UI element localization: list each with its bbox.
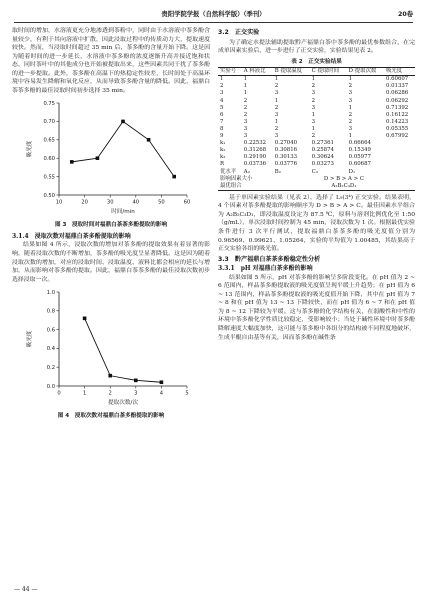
table-cell: k₁ xyxy=(220,140,226,147)
data-point xyxy=(172,175,176,179)
table-row xyxy=(218,133,415,140)
table-cell: k₂ xyxy=(220,147,226,154)
table-cell: 1 xyxy=(348,104,353,111)
table-summary-row xyxy=(218,183,415,191)
table-cell: 0.67992 xyxy=(385,133,409,140)
table-cell: 4 xyxy=(220,97,224,104)
table-cell: 3 xyxy=(348,97,353,104)
table-row xyxy=(218,154,415,161)
y-tick-label: 0.65 xyxy=(43,137,55,144)
figure-4-chart xyxy=(21,284,201,410)
table-cell: 0.30133 xyxy=(274,154,298,161)
volume-label: 20卷 xyxy=(397,11,413,18)
table-header-row xyxy=(218,68,415,76)
table-cell: 1 xyxy=(311,111,316,118)
table-cell: 1 xyxy=(274,76,279,83)
y-tick-label: 0.4 xyxy=(46,346,55,353)
table-cell: 1 xyxy=(311,125,316,132)
table-cell: 0.27040 xyxy=(274,140,298,147)
table-cell: k₃ xyxy=(220,154,226,161)
section-3-1-4-heading: 3.1.4 浸取次数对福鼎白茶多酚提取的影响 xyxy=(12,232,131,240)
left-paragraph-2: 结果如图 4 所示，浸取次数的增加对茶多酚的提取效果有着显著的影响，随着浸取次数的不断增加，茶多酚的吸光度呈显著降低。这是因为随着浸取次数的增加，对应的浸取时间、浸取温度、液料比都会相应的延长与增加，从而影响对茶多酚的提取。因此，福鼎白茶茶多酚的最佳浸取次数初步选择浸取一次。 xyxy=(12,242,210,283)
table-row xyxy=(218,161,415,168)
section-3-3-1-heading: 3.3.1 pH 对福鼎白茶多酚的影响 xyxy=(218,265,313,273)
x-tick-label: 2 xyxy=(108,390,112,397)
table-cell xyxy=(384,161,415,168)
figure-4-caption: 图 4 浸取次数对福鼎白茶多酚提取的影响 xyxy=(57,413,165,420)
table-cell: 0.05355 xyxy=(385,125,409,132)
table-cell: 1 xyxy=(274,97,279,104)
x-tick-label: 5 xyxy=(185,390,189,397)
y-tick-label: 0.8 xyxy=(46,308,55,315)
table-cell: 2 xyxy=(274,125,279,132)
table-cell: 0.60687 xyxy=(348,161,371,168)
table-cell: 2 xyxy=(220,83,224,90)
table-cell: 0.06286 xyxy=(385,90,409,97)
table-row xyxy=(218,147,415,154)
table-header-cell: A 料液比 xyxy=(243,68,266,75)
table-row xyxy=(218,83,415,90)
data-point xyxy=(134,379,138,383)
table-cell: 6 xyxy=(220,111,224,118)
x-tick-label: 3 xyxy=(134,390,138,397)
table-cell: 1 xyxy=(243,76,248,83)
section-3-2-heading: 3.2 正交实验 xyxy=(218,29,260,36)
table-cell: R xyxy=(220,161,225,168)
table-cell: 8 xyxy=(220,125,224,132)
x-tick-label: 20 xyxy=(81,199,88,206)
table-cell: A₂ xyxy=(243,168,250,175)
section-3-3-heading: 3.3 黔产福鼎白茶茶多酚稳定性分析 xyxy=(218,255,321,263)
table-body xyxy=(218,76,415,191)
y-tick-label: 0.70 xyxy=(43,119,55,126)
table-cell: 2 xyxy=(243,111,248,118)
table-cell: 3 xyxy=(348,125,353,132)
data-point xyxy=(160,381,164,385)
table-cell: 0.06292 xyxy=(385,97,409,104)
journal-title: 贵阳学院学报（自然科学版）（季刊） xyxy=(161,11,266,18)
table-cell: 0.71392 xyxy=(385,104,409,111)
y-tick-label: 0.6 xyxy=(46,327,55,334)
table-cell: 3 xyxy=(243,118,248,125)
table-cell: 3 xyxy=(311,118,316,125)
table-row xyxy=(218,140,415,147)
table-cell: 0.05977 xyxy=(348,154,371,161)
table-row xyxy=(218,112,415,119)
series-line xyxy=(85,319,162,383)
x-tick-label: 4 xyxy=(159,390,164,397)
right-paragraph-1: 为了确定水提法辅助提取黔产福鼎白茶中茶多酚的最优参数组合，在完成单因素实验后，进一步进行了正交实验，实验结果见表 2。 xyxy=(218,39,415,55)
table-summary-row xyxy=(218,176,415,183)
table-header-cell: D 提取次数 xyxy=(348,68,377,75)
table-row xyxy=(218,119,415,126)
table-cell: 3 xyxy=(348,90,353,97)
table-cell: 1 xyxy=(348,76,353,83)
table-cell: 3 xyxy=(311,104,316,111)
table-row xyxy=(218,169,415,176)
table-cell: 7 xyxy=(220,118,224,125)
right-paragraph-2: 基于单因素实验结果（见表 2），选择了 L₉(3⁴) 正交实验。结果表明，4 个因素对茶多酚提取的影响顺序为 D > B > A > C。最佳因素水平组合为 A₂B₂C₃D₁，即浸取温度设定为 87.5 ℃，原料与溶剂比例优化至 1:50（g/mL），单次浸取时间控制为 45 min，浸取次数为 1 次。根据最优实验条件进行 3 次平行测试，提取福鼎白茶茶多酚的吸光度值分别为 0.96569、0.99621、1.05264，实验的平均值为 1.00485，其结果高于正交实验各组的吸光值。 xyxy=(218,194,415,253)
table-row xyxy=(218,90,415,97)
table-cell: 2 xyxy=(243,97,248,104)
data-point xyxy=(70,160,74,164)
y-axis-label: 吸光度 xyxy=(27,330,33,348)
table-cell: 2 xyxy=(348,83,353,90)
table-cell: 优水平 xyxy=(220,168,237,175)
y-tick-label: 0.75 xyxy=(43,101,55,108)
table-cell: 2 xyxy=(274,104,279,111)
series-line xyxy=(72,122,174,177)
x-tick-label: 60 xyxy=(183,199,191,206)
header-rule xyxy=(14,22,413,23)
table-cell: 3 xyxy=(274,111,279,118)
table-cell: C₃ xyxy=(311,168,318,175)
x-tick-label: 40 xyxy=(132,199,140,206)
table-cell: D₁ xyxy=(348,168,356,175)
table-cell: 5 xyxy=(220,104,224,111)
y-tick-label: 0.60 xyxy=(43,156,55,163)
table-cell xyxy=(384,154,415,161)
table-cell: 1 xyxy=(274,118,279,125)
x-tick-label: 30 xyxy=(106,199,114,206)
data-point xyxy=(83,317,87,321)
table-row xyxy=(218,105,415,112)
data-point xyxy=(147,138,151,142)
table-cell: 9 xyxy=(220,133,224,140)
table-cell: 2 xyxy=(274,83,279,90)
y-tick-label: 0.55 xyxy=(43,174,55,181)
x-tick-label: 50 xyxy=(158,199,165,206)
x-axis-label: 时间/min xyxy=(111,209,135,216)
table-summary-value: D > B > A > C xyxy=(323,175,364,182)
table-cell: 3 xyxy=(220,90,224,97)
table-cell: 1 xyxy=(243,83,248,90)
page-number: — 44 — xyxy=(14,586,38,593)
table-cell: 1 xyxy=(243,90,248,97)
table-cell: 0.60607 xyxy=(385,76,409,83)
x-tick-label: 1 xyxy=(82,390,87,397)
table-summary-value: A₂B₂C₃D₁ xyxy=(331,182,357,189)
table-cell: 2 xyxy=(311,83,316,90)
table-summary-label: 最优组合 xyxy=(220,182,242,189)
y-tick-label: 0.2 xyxy=(46,365,55,372)
orthogonal-results-table xyxy=(218,67,415,191)
table-cell: 1 xyxy=(311,76,316,83)
figure-3-caption: 图 3 浸取时间对福鼎白茶茶多酚提取的影响 xyxy=(54,222,168,229)
table-2-title: 表 2 正交实验结果 xyxy=(291,58,342,65)
table-cell xyxy=(384,147,415,154)
table-cell: 0.16122 xyxy=(385,111,409,118)
left-column xyxy=(12,27,210,424)
table-row xyxy=(218,126,415,133)
table-header-cell: C 提取时间 xyxy=(311,68,340,75)
table-cell: 0.30624 xyxy=(311,154,334,161)
table-cell: 0.30816 xyxy=(274,147,298,154)
table-cell: 0.31268 xyxy=(243,147,267,154)
data-point xyxy=(108,374,112,378)
x-tick-label: 10 xyxy=(55,199,63,206)
table-cell: 0.01337 xyxy=(385,83,409,90)
x-axis-label: 提取次数/次 xyxy=(108,400,138,407)
table-cell: 0.25874 xyxy=(311,147,334,154)
table-cell xyxy=(384,169,415,176)
table-cell: 0.27361 xyxy=(311,140,334,147)
data-point xyxy=(121,120,125,124)
table-cell: 0.15349 xyxy=(348,147,371,154)
table-row xyxy=(218,98,415,105)
table-cell: 1 xyxy=(220,76,224,83)
table-cell: 3 xyxy=(274,133,279,140)
right-column xyxy=(218,27,415,342)
table-cell: 2 xyxy=(243,104,248,111)
table-cell: 0.29190 xyxy=(243,154,267,161)
table-cell: 2 xyxy=(348,118,353,125)
table-cell: B₂ xyxy=(274,168,281,175)
y-tick-label: 0.50 xyxy=(43,193,55,200)
table-cell: 0.03736 xyxy=(243,161,267,168)
table-cell xyxy=(384,140,415,147)
left-paragraph-1: 取时间的增加，水溶液更充分地渗透到茶粉中，同时由于水溶液中茶多酚含量较少，有利于其向溶液中扩散，因此浸取过程中的传质动力大，提取速度较快。然而，当浸取时间超过 35 min 后，茶多酚的含量开始下降。这是因为随着时间的进一步延长，水溶液中茶多酚的浓度逐渐升高并接近饱和状态，同时茶叶中的其他成分也开始被提取出来，这些因素共同干扰了茶多酚的进一步提取。此外，茶多酚在高温下的热稳定性较差，长时间处于高温环境中容易发生降解和氧化反应，从而导致茶多酚含量的降低。因此，福鼎白茶茶多酚的最佳浸取时间初步选择 35 min。 xyxy=(12,28,210,94)
figure-3-chart xyxy=(21,95,201,219)
table-cell: 0.03273 xyxy=(311,161,334,168)
table-cell: 2 xyxy=(311,133,316,140)
x-tick-label: 0 xyxy=(57,390,61,397)
table-cell: 0.22532 xyxy=(243,140,267,147)
table-row xyxy=(218,76,415,84)
y-axis-label: 吸光度 xyxy=(27,140,33,158)
table-header-cell: 吸光度 xyxy=(385,68,403,75)
y-tick-label: 1.0 xyxy=(46,290,55,297)
table-cell: 0.03776 xyxy=(274,161,298,168)
table-cell: 3 xyxy=(243,133,248,140)
table-header-cell: 实验号 xyxy=(220,68,237,75)
data-point xyxy=(96,157,100,161)
table-cell: 2 xyxy=(311,97,316,104)
table-cell: 1 xyxy=(348,133,353,140)
table-cell: 2 xyxy=(348,111,353,118)
table-summary-label: 影响因素大小 xyxy=(220,175,253,182)
page-header xyxy=(14,9,413,23)
y-tick-label: 0.0 xyxy=(46,384,55,391)
table-header-cell: B 提取温度 xyxy=(274,68,303,75)
table-cell: 0.66664 xyxy=(348,140,371,147)
table-cell: 3 xyxy=(274,90,279,97)
table-cell: 3 xyxy=(243,125,248,132)
table-cell: 0.14223 xyxy=(385,118,409,125)
right-paragraph-3: 结果如图 5 所示，pH 对茶多酚的影响呈多阶段变化。在 pH 值为 2 ~ 6 范围内，样品茶多酚提取液的吸光度值呈现平缓上升趋势；在 pH 值为 6 ~ 13 范围内，样品茶多酚提取液的吸光度值开始下降，其中在 pH 值为 7 ~ 8 和在 pH 值为 13 ~ 13 下降较快，而在 pH 值为 6 ~ 7 和在 pH 值为 8 ~ 12 下降较为平缓。这与茶多酚的化学结构有关，在弱酸性和中性的环境中茶多酚化学性质比较稳定，受影响较小；当处于碱性环境中时茶多酚降解速度大幅度加快，这可能与茶多酚中各组分的结构被不同程度地破坏，生成半醌自由基等有关，因而茶多酚在碱性条 xyxy=(218,274,415,341)
table-cell: 3 xyxy=(311,90,316,97)
